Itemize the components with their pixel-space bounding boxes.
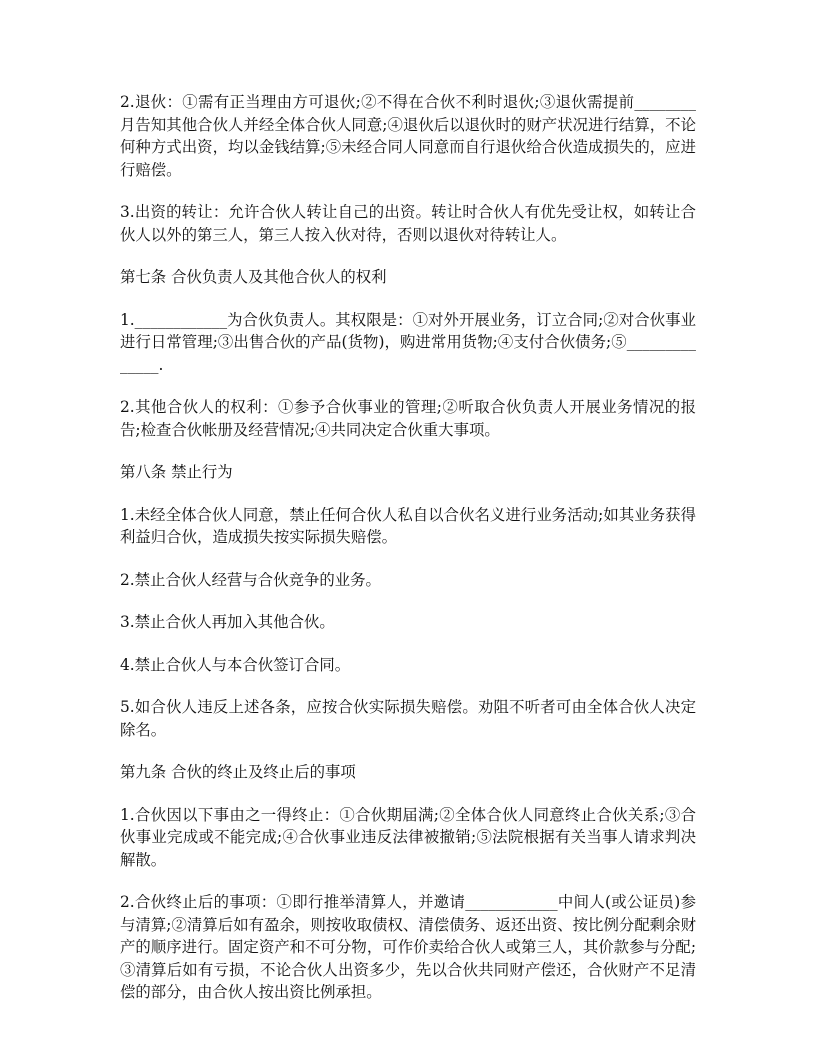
paragraph-prohibition-2: 2.禁止合伙人经营与合伙竞争的业务。 <box>120 570 381 589</box>
paragraph-prohibition-3: 3.禁止合伙人再加入其他合伙。 <box>120 613 335 631</box>
paragraph-prohibition-5: 5.如合伙人违反上述各条，应按合伙实际损失赔偿。劝阻不听者可由全体合伙人决定除名。 <box>120 698 696 739</box>
paragraph-capital-transfer: 3.出资的转让：允许合伙人转让自己的出资。转让时合伙人有优先受让权，如转让合伙人以外的第三人，第三人按入伙对待，否则以退伙对待转让人。 <box>120 203 696 244</box>
paragraph-prohibition-1: 1.未经全体合伙人同意，禁止任何合伙人私自以合伙名义进行业务活动;如其业务获得利益归合伙，造成损失按实际损失赔偿。 <box>120 505 696 546</box>
paragraph-termination-causes: 1.合伙因以下事由之一得终止：①合伙期届满;②全体合伙人同意终止合伙关系;③合伙事业完成或不能完成;④合伙事业违反法律被撤销;⑤法院根据有关当事人请求判决解散。 <box>120 805 696 869</box>
paragraph-other-partner-rights: 2.其他合伙人的权利：①参予合伙事业的管理;②听取合伙负责人开展业务情况的报告;检查合伙帐册及经营情况;④共同决定合伙重大事项。 <box>120 398 696 439</box>
paragraph-post-termination: 2.合伙终止后的事项：①即行推举清算人，并邀请____________中间人(或公证员)参与清算;②清算后如有盈余，则按收取债权、清偿债务、返还出资、按比例分配剩余财产的顺序进行。固定资产和不可分物，可作价卖给合伙人或第三人，其价款参与分配;③清算后如有亏损，不论合伙人出资多少，先以合伙共同财产偿还，合伙财产不足清偿的部分，由合伙人按出资比例承担。 <box>120 893 696 1001</box>
paragraph-responsible-partner: 1.____________为合伙负责人。其权限是：①对外开展业务，订立合同;②对合伙事业进行日常管理;③出售合伙的产品(货物)，购进常用货物;④支付合伙债务;⑤______________. <box>120 310 696 374</box>
article-eight-heading: 第八条 禁止行为 <box>120 463 233 481</box>
article-seven-heading: 第七条 合伙负责人及其他合伙人的权利 <box>120 268 387 286</box>
article-nine-heading: 第九条 合伙的终止及终止后的事项 <box>120 763 356 781</box>
paragraph-prohibition-4: 4.禁止合伙人与本合伙签订合同。 <box>120 655 351 674</box>
paragraph-withdrawal: 2.退伙：①需有正当理由方可退伙;②不得在合伙不利时退伙;③退伙需提前________月告知其他合伙人并经全体合伙人同意;④退伙后以退伙时的财产状况进行结算，不论何种方式出资，均以金钱结算;⑤未经合同人同意而自行退伙给合伙造成损失的，应进行赔偿。 <box>120 93 696 179</box>
